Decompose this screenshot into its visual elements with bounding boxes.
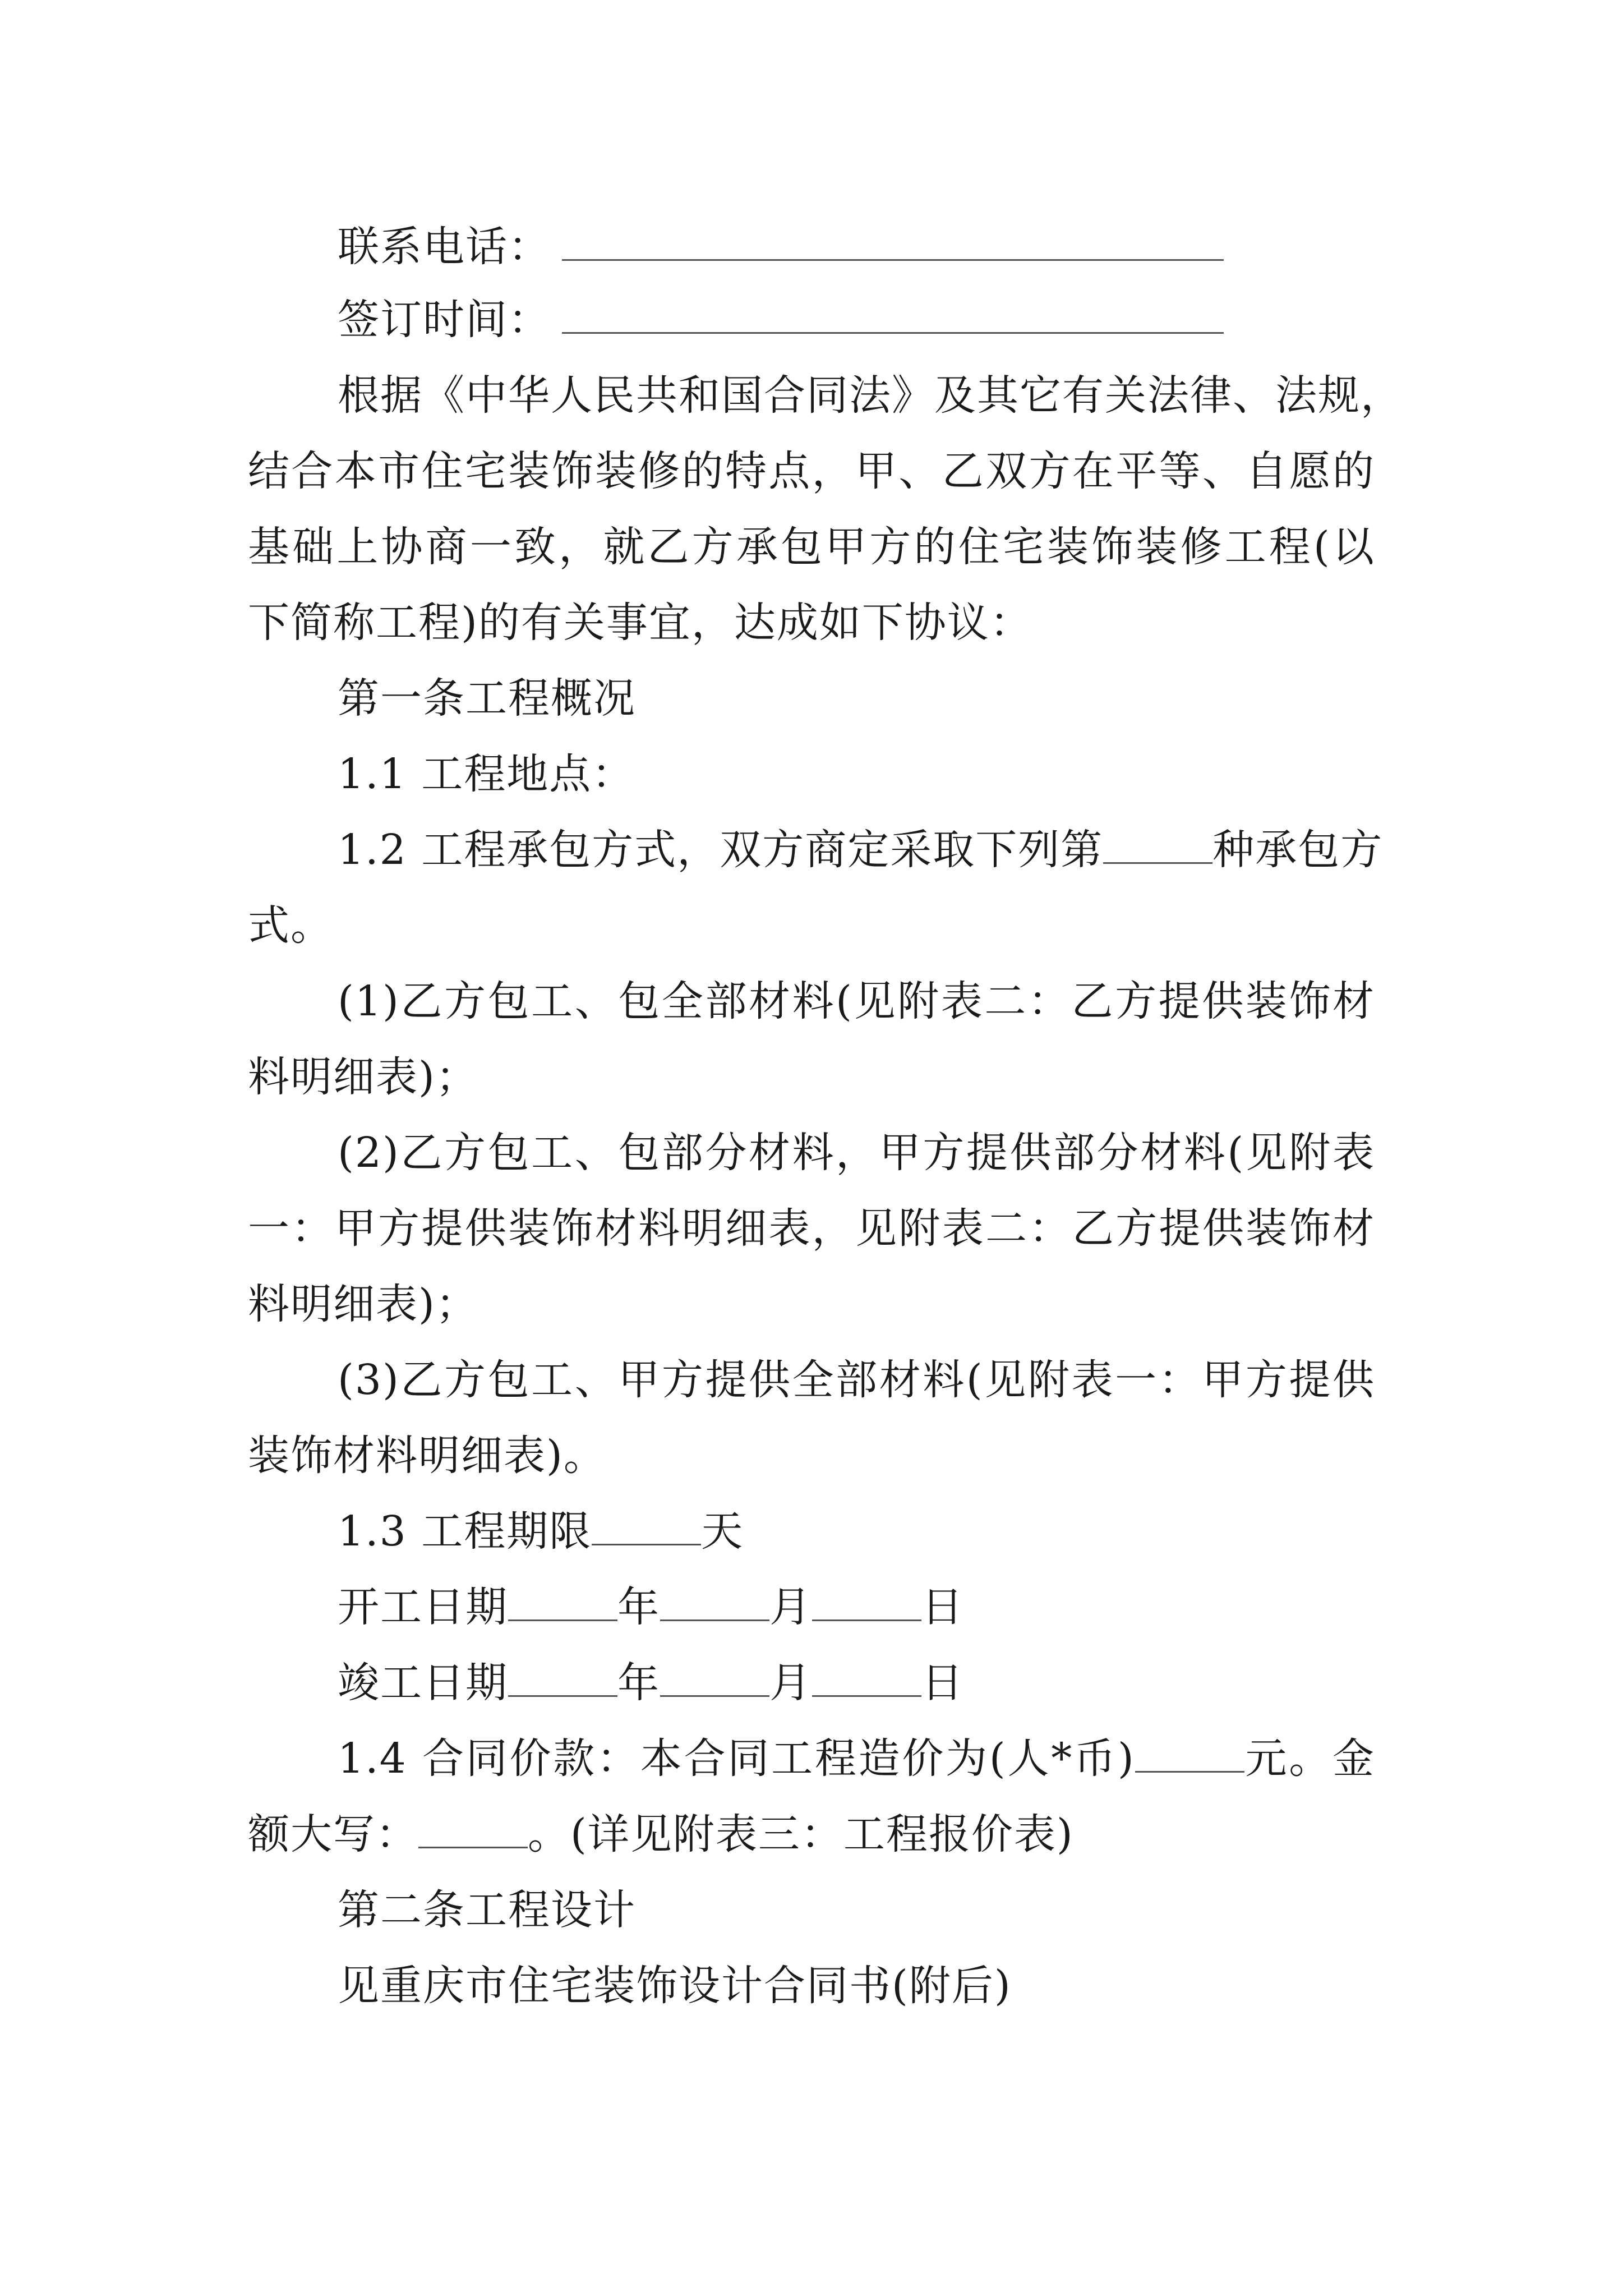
- intro-line-3: 基础上协商一致，就乙方承包甲方的住宅装饰装修工程(以: [248, 523, 1375, 571]
- unit-date: 日: [921, 1659, 964, 1707]
- unit-day: 天: [701, 1507, 744, 1556]
- unit-year: 年: [617, 1659, 660, 1707]
- contact-phone-blank: [562, 226, 1224, 261]
- option1-line-2: 料明细表)；: [248, 1053, 478, 1101]
- unit-month: 月: [769, 1583, 812, 1631]
- unit-year: 年: [617, 1583, 660, 1631]
- option3-line-1: (3)乙方包工、甲方提供全部材料(见附表一：甲方提供: [338, 1356, 1375, 1404]
- option1-line-1: (1)乙方包工、包全部材料(见附表二：乙方提供装饰材: [338, 977, 1375, 1025]
- item-1-4-line: [338, 1731, 1375, 1787]
- sign-time-blank: [562, 299, 1224, 334]
- start-date-line: [338, 1579, 1375, 1635]
- contact-phone-line: [338, 219, 1375, 275]
- item-1-2-text: 1.2 工程承包方式，双方商定采取下列第: [338, 826, 1104, 874]
- article2-title: 第二条工程设计: [338, 1886, 636, 1934]
- item-1-2-suffix: 种承包方: [1212, 826, 1384, 874]
- option3-line-2: 装饰材料明细表)。: [248, 1432, 606, 1480]
- item-1-2-line: [338, 822, 1384, 878]
- start-day-blank: [812, 1586, 921, 1621]
- intro-line-4: 下简称工程)的有关事宜，达成如下协议：: [248, 599, 1032, 647]
- end-year-blank: [508, 1662, 617, 1697]
- item-1-4-text: 1.4 合同价款：本合同工程造价为(人*币): [338, 1734, 1135, 1783]
- item-1-3-text: 1.3 工程期限: [338, 1507, 592, 1556]
- article2-body: 见重庆市住宅装饰设计合同书(附后): [338, 1962, 1012, 2010]
- unit-month: 月: [769, 1659, 812, 1707]
- sign-time-label: 签订时间：: [338, 296, 551, 344]
- article1-title: 第一条工程概况: [338, 674, 636, 723]
- item-1-2-cont: 式。: [248, 901, 333, 950]
- end-date-label: 竣工日期: [338, 1659, 508, 1707]
- item-1-4-cont: [248, 1806, 1375, 1862]
- amount-words-label: 额大写：: [248, 1810, 418, 1858]
- option2-line-1: (2)乙方包工、包部分材料，甲方提供部分材料(见附表: [338, 1129, 1375, 1177]
- end-date-line: [338, 1655, 1375, 1711]
- start-year-blank: [508, 1586, 617, 1621]
- item-1-2-blank: [1103, 829, 1212, 864]
- start-month-blank: [660, 1586, 769, 1621]
- start-date-label: 开工日期: [338, 1583, 508, 1631]
- option2-line-3: 料明细表)；: [248, 1280, 478, 1328]
- duration-blank: [592, 1511, 701, 1545]
- item-1-4-suffix: 元。金: [1244, 1734, 1375, 1783]
- option2-line-2: 一：甲方提供装饰材料明细表，见附表二：乙方提供装饰材: [248, 1204, 1375, 1253]
- intro-line-2: 结合本市住宅装饰装修的特点，甲、乙双方在平等、自愿的: [248, 447, 1375, 495]
- sign-time-line: [338, 292, 1375, 348]
- item-1-4-note: 。(详见附表三：工程报价表): [528, 1810, 1074, 1858]
- contact-phone-label: 联系电话：: [338, 223, 551, 271]
- intro-line-1: 根据《中华人民共和国合同法》及其它有关法律、法规，: [338, 371, 1403, 420]
- item-1-3-line: [338, 1503, 1375, 1559]
- end-month-blank: [660, 1662, 769, 1697]
- price-blank: [1135, 1738, 1244, 1773]
- unit-date: 日: [921, 1583, 964, 1631]
- end-day-blank: [812, 1662, 921, 1697]
- amount-words-blank: [418, 1814, 528, 1848]
- item-1-1: 1.1 工程地点：: [338, 750, 635, 798]
